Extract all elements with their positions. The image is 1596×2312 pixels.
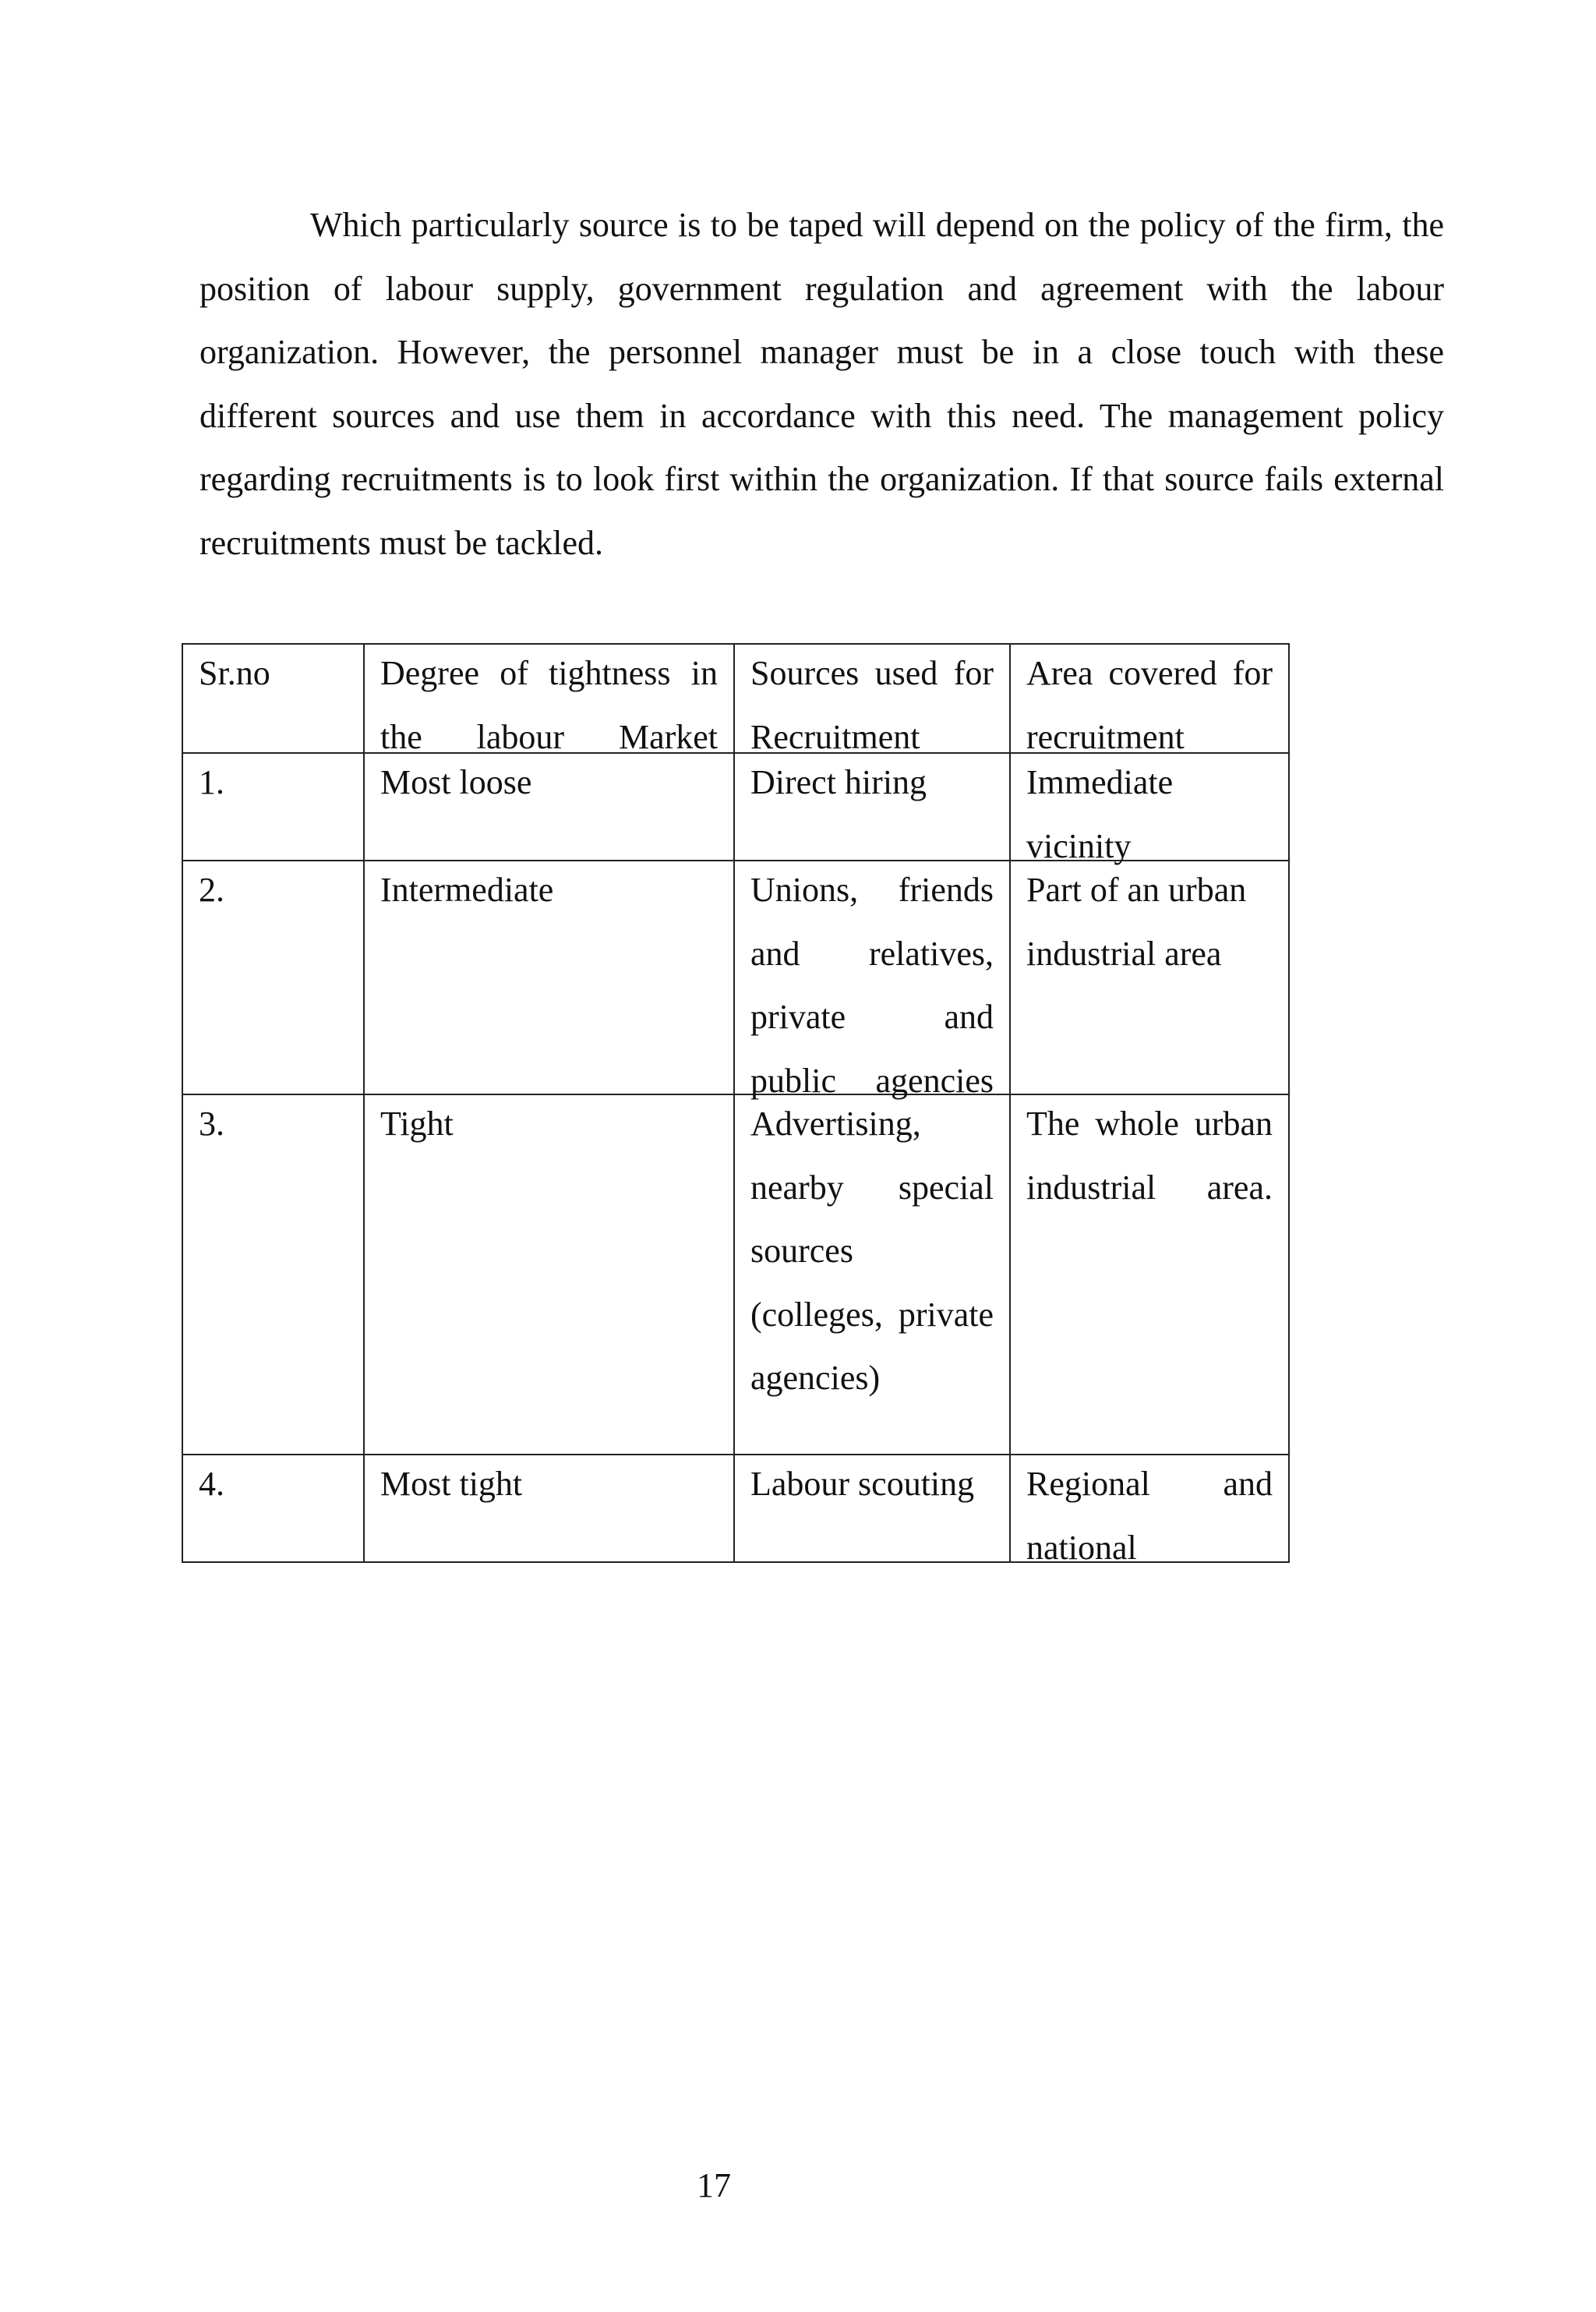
- body-paragraph: Which particularly source is to be taped will depend on the policy of the firm, the position of labour supply, government regulation and agreement with the labour organization. However, the personnel manager must be in a close touch with these different sources and use them in accordance with this need. The management policy regarding recruitments is to look first within the organization. If that source fails external recruitments must be tackled.: [200, 206, 1444, 562]
- table-cell-degree: Most loose: [364, 753, 734, 861]
- table-cell-area: Part of an urban industrial area: [1010, 861, 1289, 1094]
- recruitment-table: [182, 643, 1290, 1567]
- header-cell-sources-used: Sources used for Recruitment: [734, 644, 1010, 753]
- table-cell-sr-no: 2.: [182, 861, 364, 1094]
- header-cell-area-covered: Area covered for recruitment: [1010, 644, 1289, 753]
- table-cell-degree: Most tight: [364, 1455, 734, 1562]
- table-row: [182, 861, 1289, 1094]
- table-cell-sources: Direct hiring: [734, 753, 1010, 861]
- table-cell-sr-no: 3.: [182, 1094, 364, 1455]
- table-cell-area: The whole urban industrial area.: [1010, 1094, 1289, 1455]
- header-cell-degree-of-tightness: Degree of tightness in the labour Market: [364, 644, 734, 753]
- table-cell-sources: Unions, friends and relatives, private and public agencies: [734, 861, 1010, 1094]
- table-row: [182, 1094, 1289, 1455]
- table-cell-sr-no: 1.: [182, 753, 364, 861]
- page-number: 17: [697, 2166, 731, 2204]
- table-cell-area: Immediate vicinity: [1010, 753, 1289, 861]
- table-cell-sources: Labour scouting: [734, 1455, 1010, 1562]
- header-cell-sr-no: Sr.no: [182, 644, 364, 753]
- table-cell-degree: Intermediate: [364, 861, 734, 1094]
- table-cell-degree: Tight: [364, 1094, 734, 1455]
- table-cell-sources: Advertising, nearby special sources (colleges, private agencies): [734, 1094, 1010, 1455]
- table-row: [182, 1455, 1289, 1562]
- table-cell-sr-no: 4.: [182, 1455, 364, 1562]
- table-header-row: [182, 644, 1289, 753]
- table-cell-area: Regional and national: [1010, 1455, 1289, 1562]
- table-row: [182, 753, 1289, 861]
